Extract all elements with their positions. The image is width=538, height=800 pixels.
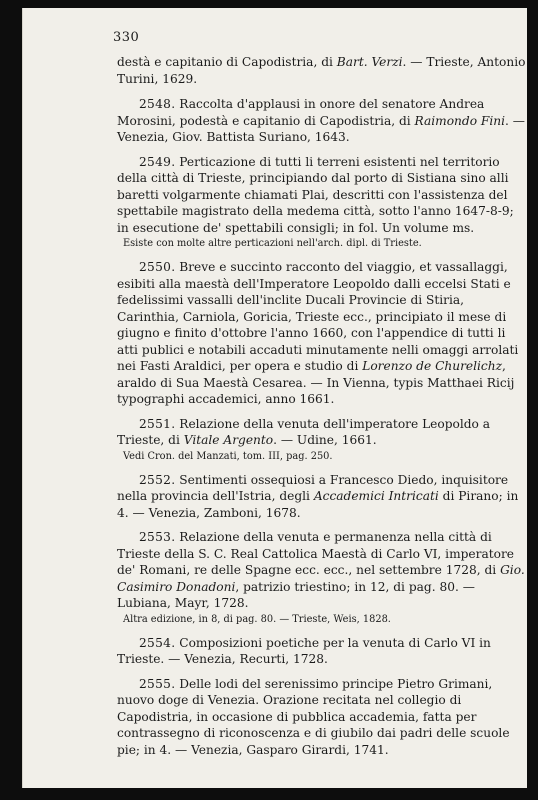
entry-title: Sentimenti ossequiosi a Francesco Diedo, inquisitore nella provincia dell'Istria, degli — [117, 472, 509, 503]
catalog-entry — [117, 416, 527, 464]
entry-text — [117, 416, 527, 449]
entry-number: 2549. — [139, 154, 176, 169]
entry-title: Raccolta d'applausi in onore del senatore Andrea Morosini, podestà e capitanio di Capodistria, di — [117, 97, 485, 128]
catalog-entry — [117, 472, 527, 522]
catalog-entry — [117, 154, 527, 252]
entry-title: Composizioni poetiche per la venuta di Carlo VI in Trieste. — Venezia, Recurti, 1728. — [117, 635, 491, 666]
catalog-entry — [117, 96, 527, 146]
catalog-entry — [117, 676, 527, 759]
catalog-entry — [117, 259, 527, 408]
continuation-pre: destà e capitanio di Capodistria, di — [117, 55, 337, 69]
entry-author: Vitale Argento — [183, 433, 274, 447]
entry-imprint: , patrizio triestino; in 12, di pag. 80. — Lubiana, Mayr, 1728. — [117, 579, 475, 610]
entry-imprint: . — Venezia, Giov. Battista Suriano, 1643. — [117, 113, 525, 144]
entry-list — [117, 96, 527, 758]
book-page — [22, 8, 527, 788]
entry-title: Breve e succinto racconto del viaggio, et vassallaggi, esibiti alla maestà dell'Imperatore Leopoldo dalli eccelsi Stati e fedelissimi vassalli dell'inclite Ducali Provincie di Stiria, Carinthia, Carniola, Goricia, Trieste ecc., principiato il mese di giugno e finito d'ottobre l'anno 1660, con l'appendice di tutti li atti publici e notabili accaduti minutamente nelli omaggi arrolati nei Fasti Araldici, per opera e studio di — [117, 260, 519, 373]
entry-imprint: , araldo di Sua Maestà Cesarea. — In Vienna, typis Matthaei Ricij typographi accademici, anno 1661. — [117, 359, 515, 406]
entry-title: Relazione della venuta e permanenza nella città di Trieste della S. C. Real Cattolica Maestà di Carlo VI, imperatore de' Romani, re delle Spagne ecc. ecc., nel settembre 1728, di — [117, 530, 515, 577]
entry-text — [117, 154, 527, 237]
entry-text — [117, 472, 527, 522]
entry-author: Lorenzo de Churelichz — [362, 359, 503, 373]
entry-author: Gio. Casimiro Donadoni — [117, 563, 525, 594]
entry-number: 2550. — [139, 260, 176, 274]
page-number: 330 — [113, 30, 140, 45]
entry-text — [117, 635, 527, 668]
entry-text — [117, 96, 527, 146]
entry-number: 2548. — [139, 97, 176, 111]
continuation-text — [117, 54, 527, 87]
entry-title: Relazione della venuta dell'imperatore Leopoldo a Trieste, di — [117, 416, 491, 447]
entry-text — [117, 529, 527, 612]
entry-note: Altra edizione, in 8, di pag. 80. — Trieste, Weis, 1828. — [123, 613, 391, 625]
entry-number: 2551. — [139, 416, 176, 431]
entry-title: Perticazione di tutti li terreni esistenti nel territorio della città di Trieste, principiando dal porto di Sistiana sino alli baretti volgarmente chiamati Plai, descritti con l'assistenza del spettabile magistrato della medema città, sotto l'anno 1647-8-9; in esecutione de' spettabili consigli; in fol. Un volume ms. — [117, 154, 514, 235]
continuation-author: Bart. Verzi — [336, 55, 403, 69]
entry-number: 2553. — [139, 530, 176, 544]
entry-title: Delle lodi del serenissimo principe Pietro Grimani, nuovo doge di Venezia. Orazione recitata nel collegio di Capodistria, in occasione di pubblica accademia, fatta per contrassegno di riconoscenza e di giubilo dai padri delle scuole pie; in 4. — Venezia, Gasparo Girardi, 1741. — [117, 676, 510, 757]
catalog-entry — [117, 635, 527, 668]
entry-note: Vedi Cron. del Manzati, tom. III, pag. 250. — [123, 450, 333, 462]
entry-text — [117, 259, 527, 408]
entry-author: Raimondo Fini — [414, 113, 506, 128]
entry-text — [117, 676, 527, 759]
entry-imprint: . — Udine, 1661. — [273, 433, 377, 447]
entry-number: 2552. — [139, 472, 176, 487]
catalog-entry — [117, 529, 527, 627]
entry-author: Accademici Intricati — [313, 489, 439, 503]
continuation-post: . — Trieste, Antonio Turini, 1629. — [117, 55, 526, 86]
entry-number: 2554. — [139, 635, 176, 650]
entry-number: 2555. — [139, 676, 176, 691]
entry-note: Esiste con molte altre perticazioni nell'arch. dipl. di Trieste. — [123, 238, 422, 249]
page-content — [117, 54, 527, 766]
entry-imprint: di Pirano; in 4. — Venezia, Zamboni, 1678. — [117, 489, 519, 520]
